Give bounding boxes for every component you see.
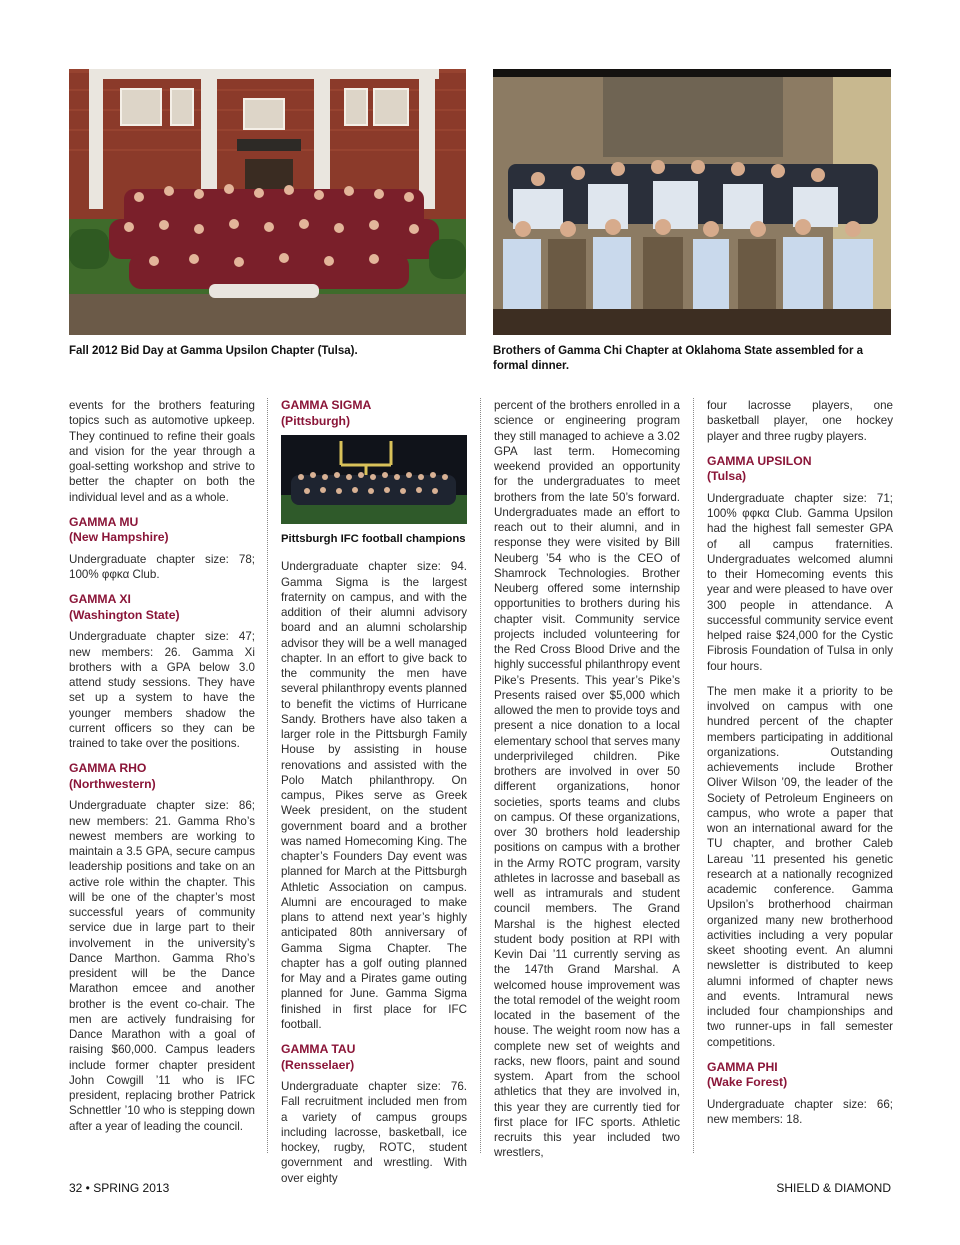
gamma-tau-continued-text: percent of the brothers enrolled in a science or engineering program they still managed to achieve a 3.02 GPA last term. Homecoming weekend provided an opportunity for the undergraduates to meet brothers from the late 50’s forward. Undergraduates made an effort to reach out to their alumni, and in response they were visited by Bill Neuberg ’54 who is the CEO of Shamrock Technologies. Brother Neuberg offered some internship opportunities to brothers during his chapter visit. Community service projects included volunteering for the Red Cross Blood Drive and the highly successful philanthropy event Pike’s Presents. This year’s Pike’s Presents raised over $5,000 which allowed the men to provide toys and present a nice donation to a local elementary school that serves many underprivileged children. Pike brothers are involved in over 50 different organizations, honor societies, sports teams and clubs on campus. Of these organizations, over 30 brothers hold leadership positions on campus with a brother in the Army ROTC program, varsity athletes in lacrosse and baseball as well as intramurals and student council members. The Grand Marshal is the highest elected student body position at RPI with Kevin Dai ’11 currently serving as the 147th Grand Marshal. A welcomed house improvement was the total remodel of the weight room located in the basement of the house. The weight room now has a complete new set of weights and racks, new floors, paint and sound system. Apart from the school athletics that they are involved in, this year they are currently tied for first place for IFC sports. Athletic recruits this year included two wrestlers, <box>494 399 680 1160</box>
football-champions-photo <box>281 435 467 524</box>
gamma-tau-text: Undergraduate chapter size: 76. Fall recruitment included men from a variety of campus groups including lacrosse, basketball, ice hockey, rugby, ROTC, student government and wrestling. With over eighty <box>281 1080 467 1185</box>
column-1 <box>69 398 255 1144</box>
gamma-xi-text: Undergraduate chapter size: 47; new members: 26. Gamma Xi brothers with a GPA below 3.0 attend study sessions. They have set up a system to have the younger members shadow the current officers so they can be trained to take over the positions. <box>69 630 255 750</box>
gamma-upsilon-heading: GAMMA UPSILON (Tulsa) <box>707 453 812 484</box>
gamma-upsilon-text-2: The men make it a priority to be involved on campus with one hundred percent of the chapter members participating in additional organizations. Outstanding achievements include Brother Oliver Wilson ’09, the leader of the Society of Petroleum Engineers on campus, who wrote a paper that won an international award for the TU chapter, and brother Caleb Lareau ’11 presented his genetic research at a nationally recognized academic conference. Gamma Upsilon’s brotherhood chairman organized many new brotherhood activities including a very popular skeet shooting event. An alumni newsletter is distributed to keep alumni informed of chapter news and events. Intramural news included four championships and two runner-ups in fall semester competitions. <box>707 684 893 1049</box>
col4-intro: four lacrosse players, one basketball player, one hockey player and three rugby players. <box>707 399 893 443</box>
column-4 <box>707 398 893 1137</box>
gamma-mu-heading: GAMMA MU (New Hampshire) <box>69 514 169 545</box>
bid-day-photo <box>69 69 466 335</box>
gamma-rho-text: Undergraduate chapter size: 86; new members: 21. Gamma Rho’s newest members are working to maintain a 3.5 GPA, secure campus leadership positions and take on an active role within the chapter. This will be one of the chapter’s most successful years of community service due in large part to their involvement in the university’s Dance Marthon. Gamma Rho’s president will be the Dance Marathon emcee and another brother is the event co-chair. The men are actively fundraising for Dance Marathon with a goal of raising $60,000. Campus leaders include former chapter president John Cowgill ’11 who is IFC president, replacing brother Patrick Schnettler ’10 who is stepping down after a year of leading the council. <box>69 799 255 1133</box>
gamma-upsilon-text: Undergraduate chapter size: 71; 100% φφκα Club. Gamma Upsilon had the highest fall semester GPA of all campus fraternities. Undergraduates welcomed alumni to their Homecoming events this year and were pleased to have over 300 people in attendance. A successful community service event helped raise $24,000 for the Cystic Fibrosis Foundation of Tulsa in only four hours. <box>707 491 893 673</box>
right-photo-caption: Brothers of Gamma Chi Chapter at Oklahoma State assembled for a formal dinner. <box>493 345 864 372</box>
gamma-rho-heading: GAMMA RHO (Northwestern) <box>69 761 156 791</box>
col1-intro: events for the brothers featuring topics such as automotive upkeep. They continued to refine their goals and vision for the year through a goal-setting workshop and strive to better the chapter on both the individual level and as a whole. <box>69 399 255 504</box>
gamma-phi-text: Undergraduate chapter size: 66; new members: 18. <box>707 1097 893 1126</box>
column-divider <box>480 398 481 1153</box>
page-folio: 32 • SPRING 2013 <box>69 1181 170 1195</box>
column-2 <box>281 398 467 1196</box>
gamma-sigma-text: Undergraduate chapter size: 94. Gamma Sigma is the largest fraternity on campus, and with the addition of their alumni advisory board and an alumni scholarship advisor they will be a well managed chapter. In an effort to give back to the community the men have several philanthropy events planned to benefit the victims of Hurricane Sandy. Brothers have also taken a larger role in the Pittsburgh Family House by assisting in house renovations and assisted with the Polo Match philanthropy. On campus, Pikes serve as Greek Week president, on the student government board and a brother was named Homecoming King. The chapter’s Founders Day event was planned for March at the Pittsburgh Athletic Association on campus. Alumni are encouraged to make plans to attend next year’s highly anticipated 80th anniversary of Gamma Sigma Chapter. The chapter has a golf outing planned for May and a Pirates game outing planned for June. Gamma Sigma finished in first place for IFC football. <box>281 560 467 1031</box>
gamma-phi-heading: GAMMA PHI (Wake Forest) <box>707 1059 788 1090</box>
gamma-sigma-heading: GAMMA SIGMA (Pittsburgh) <box>281 398 372 428</box>
gamma-xi-heading: GAMMA XI (Washington State) <box>69 592 180 622</box>
gamma-tau-heading: GAMMA TAU (Rensselaer) <box>281 1042 356 1072</box>
column-3 <box>494 398 680 1171</box>
inset-photo-caption: Pittsburgh IFC football champions <box>281 533 466 545</box>
formal-dinner-photo <box>493 69 891 335</box>
column-divider <box>267 398 268 1153</box>
column-divider <box>693 398 694 1153</box>
magazine-name: SHIELD & DIAMOND <box>776 1181 891 1195</box>
left-photo-caption: Fall 2012 Bid Day at Gamma Upsilon Chapter (Tulsa). <box>69 345 358 357</box>
gamma-mu-text: Undergraduate chapter size: 78; 100% φφκα Club. <box>69 552 255 581</box>
